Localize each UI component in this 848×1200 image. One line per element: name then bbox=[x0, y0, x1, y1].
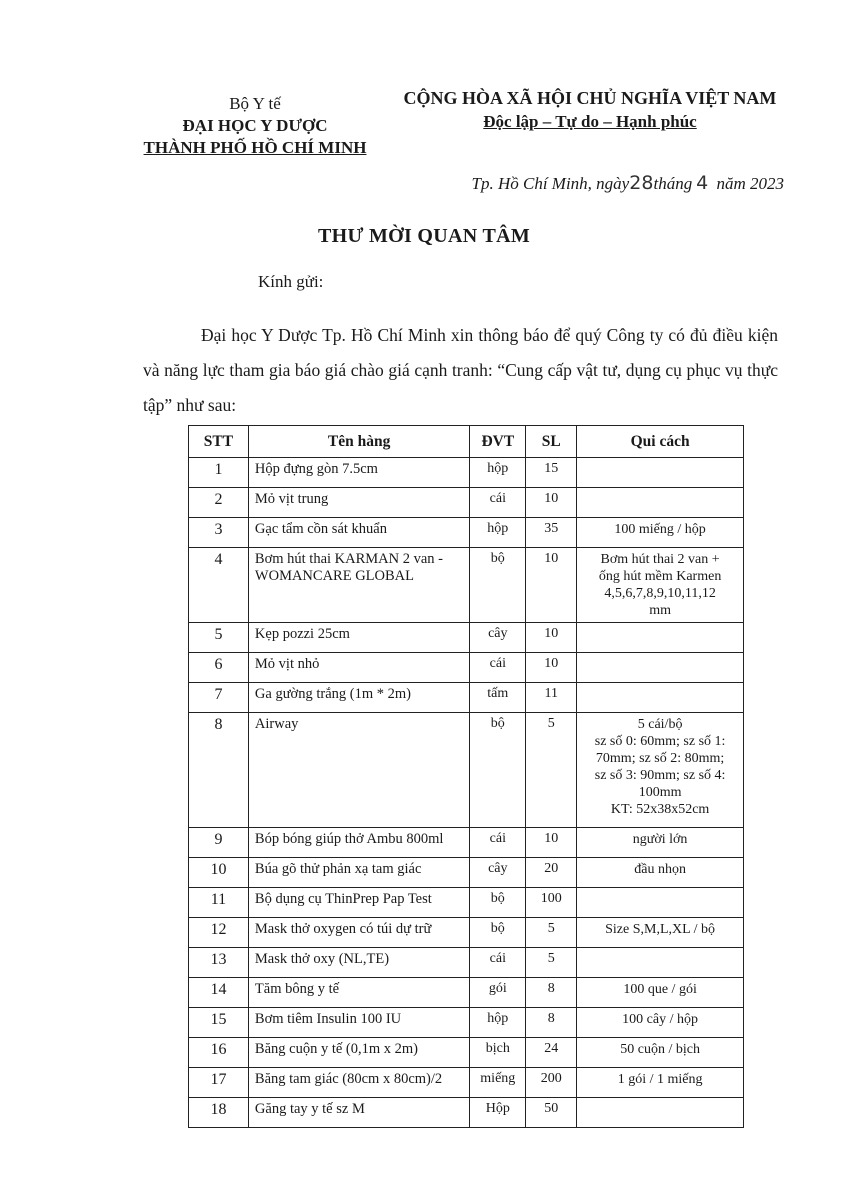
cell-unit: cây bbox=[470, 858, 526, 888]
cell-spec bbox=[577, 548, 744, 623]
cell-name: Mask thở oxy (NL,TE) bbox=[248, 948, 469, 978]
cell-unit: hộp bbox=[470, 518, 526, 548]
cell-qty: 5 bbox=[526, 948, 577, 978]
cell-qty: 24 bbox=[526, 1038, 577, 1068]
cell-spec bbox=[577, 918, 744, 948]
cell-name: Găng tay y tế sz M bbox=[248, 1098, 469, 1128]
spec-line: 70mm; sz số 2: 80mm; bbox=[595, 751, 725, 766]
national-header bbox=[380, 87, 800, 133]
cell-qty: 10 bbox=[526, 653, 577, 683]
table-header-row bbox=[189, 426, 744, 458]
cell-name: Gạc tẩm cồn sát khuẩn bbox=[248, 518, 469, 548]
table-row bbox=[189, 978, 744, 1008]
cell-stt: 7 bbox=[189, 683, 249, 713]
cell-stt: 3 bbox=[189, 518, 249, 548]
cell-name: Bóp bóng giúp thở Ambu 800ml bbox=[248, 828, 469, 858]
table-row bbox=[189, 1068, 744, 1098]
cell-qty: 10 bbox=[526, 548, 577, 623]
cell-spec bbox=[577, 713, 744, 828]
cell-unit: bộ bbox=[470, 713, 526, 828]
nation-name: CỘNG HÒA XÃ HỘI CHỦ NGHĨA VIỆT NAM bbox=[403, 88, 777, 108]
spec-line: sz số 3: 90mm; sz số 4: bbox=[594, 768, 726, 783]
cell-stt: 4 bbox=[189, 548, 249, 623]
cell-stt: 11 bbox=[189, 888, 249, 918]
cell-unit: gói bbox=[470, 978, 526, 1008]
cell-qty: 11 bbox=[526, 683, 577, 713]
cell-unit: tấm bbox=[470, 683, 526, 713]
header-stt: STT bbox=[189, 426, 249, 458]
spec-line: đầu nhọn bbox=[634, 862, 686, 877]
cell-qty: 10 bbox=[526, 488, 577, 518]
table-row bbox=[189, 1008, 744, 1038]
spec-line: sz số 0: 60mm; sz số 1: bbox=[594, 734, 726, 749]
table-row bbox=[189, 653, 744, 683]
cell-qty: 100 bbox=[526, 888, 577, 918]
table-body bbox=[189, 458, 744, 1128]
cell-spec bbox=[577, 518, 744, 548]
cell-spec bbox=[577, 1098, 744, 1128]
table-row bbox=[189, 828, 744, 858]
cell-qty: 35 bbox=[526, 518, 577, 548]
cell-qty: 5 bbox=[526, 713, 577, 828]
cell-unit: bộ bbox=[470, 888, 526, 918]
cell-stt: 12 bbox=[189, 918, 249, 948]
cell-name: Kẹp pozzi 25cm bbox=[248, 623, 469, 653]
cell-unit: cái bbox=[470, 948, 526, 978]
cell-spec bbox=[577, 1038, 744, 1068]
cell-name: Bộ dụng cụ ThinPrep Pap Test bbox=[248, 888, 469, 918]
cell-name: Bơm tiêm Insulin 100 IU bbox=[248, 1008, 469, 1038]
cell-unit: cái bbox=[470, 488, 526, 518]
spec-line: 50 cuộn / bịch bbox=[620, 1042, 700, 1057]
cell-spec bbox=[577, 458, 744, 488]
cell-qty: 10 bbox=[526, 828, 577, 858]
cell-stt: 14 bbox=[189, 978, 249, 1008]
cell-stt: 18 bbox=[189, 1098, 249, 1128]
cell-name: Mỏ vịt trung bbox=[248, 488, 469, 518]
cell-unit: bộ bbox=[470, 548, 526, 623]
table-row bbox=[189, 1038, 744, 1068]
cell-unit: miếng bbox=[470, 1068, 526, 1098]
cell-spec bbox=[577, 858, 744, 888]
table-row bbox=[189, 713, 744, 828]
cell-unit: hộp bbox=[470, 458, 526, 488]
items-table bbox=[188, 425, 744, 1128]
spec-line: 4,5,6,7,8,9,10,11,12 bbox=[604, 586, 716, 601]
cell-name: Băng tam giác (80cm x 80cm)/2 bbox=[248, 1068, 469, 1098]
cell-name: Airway bbox=[248, 713, 469, 828]
cell-spec bbox=[577, 1068, 744, 1098]
spec-line: ống hút mềm Karmen bbox=[598, 569, 722, 584]
dateline-month-label: tháng bbox=[653, 174, 693, 193]
cell-spec bbox=[577, 948, 744, 978]
cell-spec bbox=[577, 1008, 744, 1038]
cell-stt: 1 bbox=[189, 458, 249, 488]
table-row bbox=[189, 623, 744, 653]
cell-qty: 8 bbox=[526, 978, 577, 1008]
cell-unit: Hộp bbox=[470, 1098, 526, 1128]
cell-stt: 6 bbox=[189, 653, 249, 683]
table-row bbox=[189, 888, 744, 918]
cell-stt: 10 bbox=[189, 858, 249, 888]
university-name: ĐẠI HỌC Y DƯỢC bbox=[182, 116, 328, 135]
cell-stt: 15 bbox=[189, 1008, 249, 1038]
spec-line: mm bbox=[649, 603, 671, 618]
cell-unit: cây bbox=[470, 623, 526, 653]
spec-line: 5 cái/bộ bbox=[637, 717, 683, 732]
cell-name: Băng cuộn y tế (0,1m x 2m) bbox=[248, 1038, 469, 1068]
cell-qty: 8 bbox=[526, 1008, 577, 1038]
cell-name: Mỏ vịt nhỏ bbox=[248, 653, 469, 683]
cell-stt: 2 bbox=[189, 488, 249, 518]
cell-qty: 50 bbox=[526, 1098, 577, 1128]
dateline-day: 28 bbox=[629, 172, 654, 194]
cell-spec bbox=[577, 978, 744, 1008]
cell-stt: 17 bbox=[189, 1068, 249, 1098]
spec-line: 100 que / gói bbox=[623, 982, 697, 997]
cell-spec bbox=[577, 488, 744, 518]
cell-spec bbox=[577, 828, 744, 858]
header-spec: Qui cách bbox=[577, 426, 744, 458]
cell-name: Hộp đựng gòn 7.5cm bbox=[248, 458, 469, 488]
cell-qty: 200 bbox=[526, 1068, 577, 1098]
spec-line: người lớn bbox=[632, 832, 688, 847]
cell-spec bbox=[577, 888, 744, 918]
cell-stt: 16 bbox=[189, 1038, 249, 1068]
dateline-year: năm 2023 bbox=[716, 174, 784, 193]
spec-line: 1 gói / 1 miếng bbox=[617, 1072, 703, 1087]
header-unit: ĐVT bbox=[470, 426, 526, 458]
table-row bbox=[189, 458, 744, 488]
city-name: THÀNH PHỐ HỒ CHÍ MINH bbox=[143, 138, 367, 157]
spec-line: 100 cây / hộp bbox=[622, 1012, 698, 1027]
table-row bbox=[189, 918, 744, 948]
dateline-prefix: Tp. Hồ Chí Minh, ngày bbox=[471, 174, 630, 193]
table-row bbox=[189, 683, 744, 713]
cell-qty: 20 bbox=[526, 858, 577, 888]
cell-qty: 5 bbox=[526, 918, 577, 948]
cell-name: Bơm hút thai KARMAN 2 van - WOMANCARE GLOBAL bbox=[248, 548, 469, 623]
cell-unit: hộp bbox=[470, 1008, 526, 1038]
dateline-month: 4 bbox=[696, 172, 709, 194]
national-motto: Độc lập – Tự do – Hạnh phúc bbox=[483, 112, 697, 131]
spec-line: 100 miếng / hộp bbox=[614, 522, 706, 537]
cell-spec bbox=[577, 683, 744, 713]
header-name: Tên hàng bbox=[248, 426, 469, 458]
table-row bbox=[189, 858, 744, 888]
issuer-block bbox=[130, 93, 380, 159]
cell-qty: 10 bbox=[526, 623, 577, 653]
table-row bbox=[189, 488, 744, 518]
spec-line: Size S,M,L,XL / bộ bbox=[605, 922, 716, 937]
cell-stt: 9 bbox=[189, 828, 249, 858]
cell-stt: 5 bbox=[189, 623, 249, 653]
cell-stt: 8 bbox=[189, 713, 249, 828]
document-title: THƯ MỜI QUAN TÂM bbox=[317, 225, 531, 247]
cell-name: Búa gõ thử phản xạ tam giác bbox=[248, 858, 469, 888]
spec-line: KT: 52x38x52cm bbox=[610, 802, 710, 817]
cell-spec bbox=[577, 653, 744, 683]
table-row bbox=[189, 518, 744, 548]
ministry-name: Bộ Y tế bbox=[229, 94, 281, 113]
cell-unit: cái bbox=[470, 828, 526, 858]
table-row bbox=[189, 548, 744, 623]
table-row bbox=[189, 1098, 744, 1128]
cell-name: Mask thở oxygen có túi dự trữ bbox=[248, 918, 469, 948]
cell-unit: cái bbox=[470, 653, 526, 683]
cell-spec bbox=[577, 623, 744, 653]
body-paragraph: Đại học Y Dược Tp. Hồ Chí Minh xin thông báo để quý Công ty có đủ điều kiện và năng lực tham gia báo giá chào giá cạnh tranh: “Cung cấp vật tư, dụng cụ phục vụ thực tập” như sau: bbox=[143, 325, 778, 415]
spec-line: 100mm bbox=[638, 785, 682, 800]
cell-unit: bịch bbox=[470, 1038, 526, 1068]
table-row bbox=[189, 948, 744, 978]
spec-line: Bơm hút thai 2 van + bbox=[600, 552, 720, 567]
header-qty: SL bbox=[526, 426, 577, 458]
dateline bbox=[472, 172, 785, 194]
cell-qty: 15 bbox=[526, 458, 577, 488]
cell-unit: bộ bbox=[470, 918, 526, 948]
cell-name: Ga gường trắng (1m * 2m) bbox=[248, 683, 469, 713]
salutation: Kính gửi: bbox=[258, 272, 324, 291]
cell-stt: 13 bbox=[189, 948, 249, 978]
cell-name: Tăm bông y tế bbox=[248, 978, 469, 1008]
